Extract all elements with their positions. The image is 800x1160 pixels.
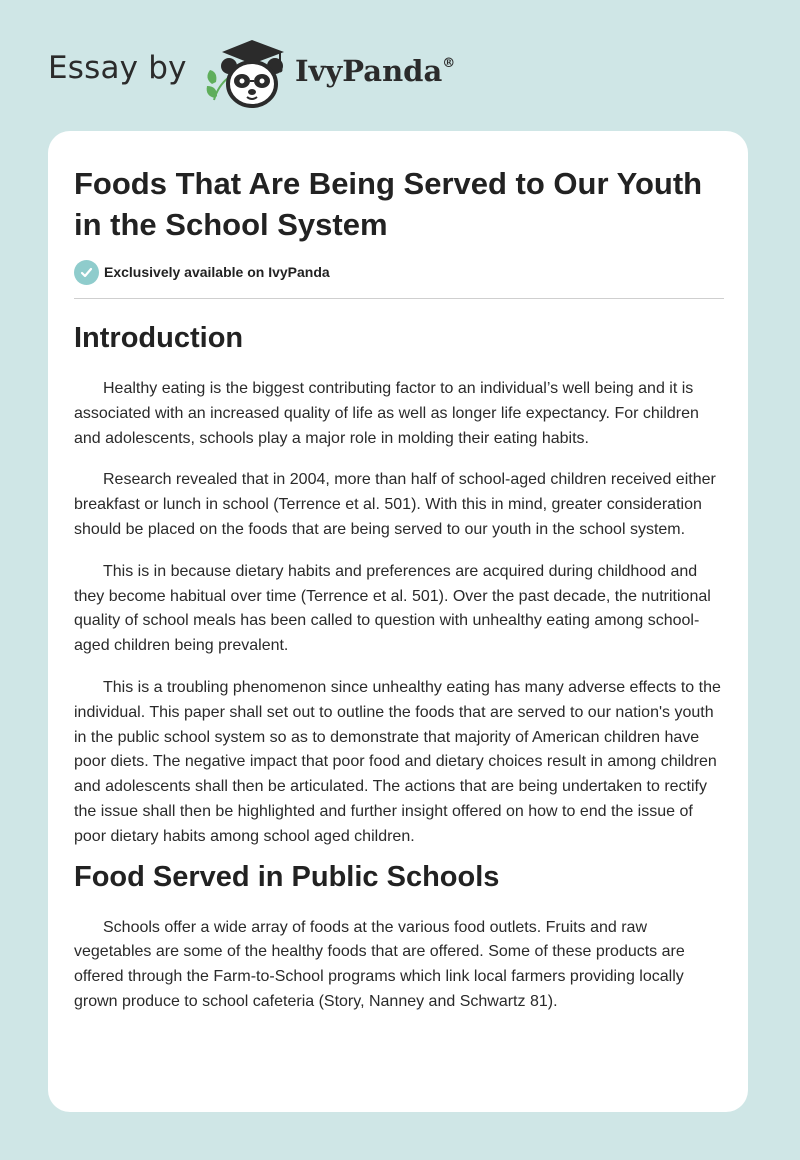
essay-title: Foods That Are Being Served to Our Youth in the School System (74, 166, 703, 242)
registered-mark: ® (442, 56, 456, 71)
paragraph: Schools offer a wide array of foods at the various food outlets. Fruits and raw vegetables are some of the healthy foods that are offered. Some of these products are offered through the Farm-to-School programs which link local farmers providing locally grown produce to school cafeteria (Story, Nanney and Schwartz 81). (74, 918, 685, 1010)
exclusive-badge-label: Exclusively available on IvyPanda (104, 264, 330, 280)
essay-by-label: Essay by (48, 50, 187, 86)
check-icon (74, 260, 99, 285)
essay-content (74, 163, 724, 1015)
essay-card (48, 131, 748, 1112)
paragraph: Healthy eating is the biggest contributing factor to an individual’s well being and it is associated with an increased quality of life as well as longer life expectancy. For children and adolescents, schools play a major role in molding their eating habits. (74, 380, 699, 447)
exclusive-badge (74, 259, 724, 285)
section-heading-food-served: Food Served in Public Schools (74, 860, 500, 893)
paragraph: This is in because dietary habits and preferences are acquired during childhood and they become habitual over time (Terrence et al. 501). Over the past decade, the nutritional quality of school meals has been called to question with unhealthy eating among school-aged children being prevalent. (74, 562, 711, 655)
title-divider (74, 298, 724, 299)
paragraph: Research revealed that in 2004, more than half of school-aged children received either breakfast or lunch in school (Terrence et al. 501). With this in mind, greater consideration should be placed on the foods that are being served to our youth in the school system. (74, 471, 716, 538)
section-heading-introduction: Introduction (74, 322, 244, 354)
paragraph: This is a troubling phenomenon since unhealthy eating has many adverse effects to the individual. This paper shall set out to outline the foods that are served to our nation's youth in the public school system so as to demonstrate that majority of American children have poor diets. The negative impact that poor food and dietary choices result in among children and adolescents shall then be articulated. The actions that are being undertaken to rectify the issue shall then be highlighted and further insight offered on how to end the issue of poor dietary habits among school aged children. (74, 678, 721, 845)
site-header (48, 36, 748, 112)
ivypanda-logo-icon[interactable] (202, 36, 292, 112)
brand-text: IvyPanda (295, 54, 443, 88)
brand-name[interactable] (295, 54, 455, 88)
